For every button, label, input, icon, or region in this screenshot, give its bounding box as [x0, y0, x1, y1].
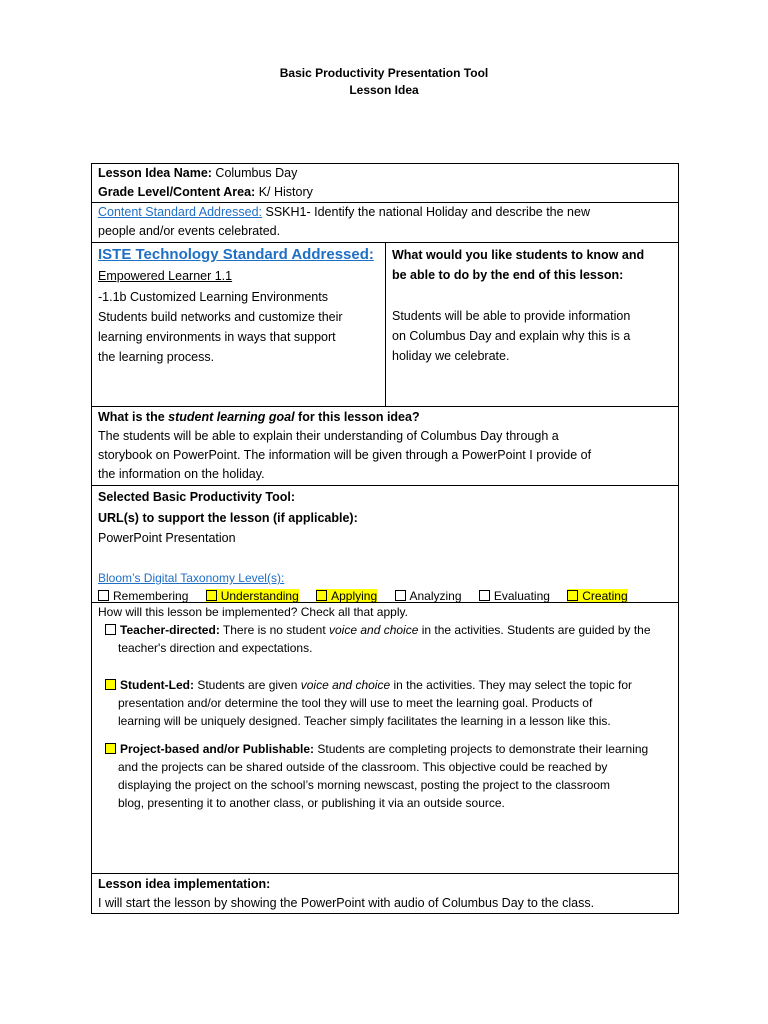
bloom-option-understanding[interactable]: Understanding — [206, 589, 299, 603]
objective-cell — [386, 243, 678, 366]
checkbox-icon — [98, 590, 109, 601]
iste-subheading: Empowered Learner 1.1 — [98, 269, 233, 283]
url-label: URL(s) to support the lesson (if applicable): — [98, 510, 358, 525]
iste-row — [92, 242, 678, 406]
content-standard-row — [92, 202, 678, 242]
checkbox-icon — [567, 590, 578, 601]
content-standard-link[interactable]: Content Standard Addressed: — [98, 205, 263, 219]
content-standard-line1: Content Standard Addressed: SSKH1- Identify the national Holiday and describe the new — [98, 205, 590, 219]
grade-level: Grade Level/Content Area: K/ History — [98, 185, 313, 199]
checkbox-icon — [105, 743, 116, 754]
teacher-directed-option[interactable]: Teacher-directed: There is no student voice and choice in the activities. Students are guided by the teacher's direction and expectations. — [98, 621, 672, 657]
bloom-option-creating[interactable]: Creating — [567, 589, 627, 603]
lesson-implementation-row — [92, 873, 678, 913]
bloom-option-applying[interactable]: Applying — [316, 589, 377, 603]
iste-line: the learning process. — [98, 350, 215, 364]
checkbox-icon — [395, 590, 406, 601]
checkbox-icon — [105, 624, 116, 635]
bloom-option-evaluating[interactable]: Evaluating — [479, 589, 550, 603]
lesson-table — [91, 163, 679, 914]
bloom-option-remembering[interactable]: Remembering — [98, 589, 188, 603]
learning-goal-question: What is the student learning goal for this lesson idea? — [98, 410, 420, 424]
iste-cell — [92, 243, 386, 406]
iste-line: Students build networks and customize their — [98, 310, 343, 324]
document-title: Basic Productivity Presentation Tool — [279, 66, 489, 80]
iste-line: learning environments in ways that support — [98, 330, 336, 344]
bloom-row — [92, 569, 678, 602]
objective-answer: Students will be able to provide information on Columbus Day and explain why this is a holiday we celebrate. — [392, 309, 631, 363]
objective-question: What would you like students to know and be able to do by the end of this lesson: — [392, 248, 645, 282]
checkbox-icon — [479, 590, 490, 601]
lesson-name-row — [92, 164, 678, 202]
lesson-implementation-label: Lesson idea implementation: — [98, 877, 271, 891]
tool-value: PowerPoint Presentation — [98, 531, 236, 545]
implementation-row — [92, 602, 678, 873]
tool-row — [92, 485, 678, 569]
checkbox-icon — [105, 679, 116, 690]
bloom-label-link[interactable]: Bloom’s Digital Taxonomy Level(s): — [98, 571, 285, 585]
bloom-option-analyzing[interactable]: Analyzing — [395, 589, 462, 603]
tool-label: Selected Basic Productivity Tool: — [98, 490, 296, 504]
content-standard-line2: people and/or events celebrated. — [98, 224, 281, 238]
iste-line: -1.1b Customized Learning Environments — [98, 290, 328, 304]
learning-goal-text: The students will be able to explain their understanding of Columbus Day through a storybook on PowerPoint. The information will be given through a PowerPoint I provide of the information on the holiday. — [98, 429, 592, 481]
project-based-option[interactable]: Project-based and/or Publishable: Students are completing projects to demonstrate their learning and the projects can be shared outside of the classroom. This objective could be reached by displaying the project on the school’s morning newscast, posting the project to the classroom blog, presenting it to another class, or publishing it via an outside source. — [98, 740, 672, 812]
lesson-implementation-text: I will start the lesson by showing the PowerPoint with audio of Columbus Day to the class. — [98, 896, 595, 910]
implementation-question: How will this lesson be implemented? Check all that apply. — [98, 605, 408, 619]
document-subtitle: Lesson Idea — [349, 83, 419, 97]
lesson-name: Lesson Idea Name: Columbus Day — [98, 166, 298, 180]
student-led-option[interactable]: Student-Led: Students are given voice and choice in the activities. They may select the topic for presentation and/or determine the tool they will use to meet the learning goal. Products of learning will be uniquely designed. Teacher simply facilitates the learning in a lesson like this. — [98, 676, 672, 730]
learning-goal-row — [92, 406, 678, 485]
checkbox-icon — [316, 590, 327, 601]
checkbox-icon — [206, 590, 217, 601]
iste-standard-link[interactable]: ISTE Technology Standard Addressed: — [98, 246, 374, 263]
